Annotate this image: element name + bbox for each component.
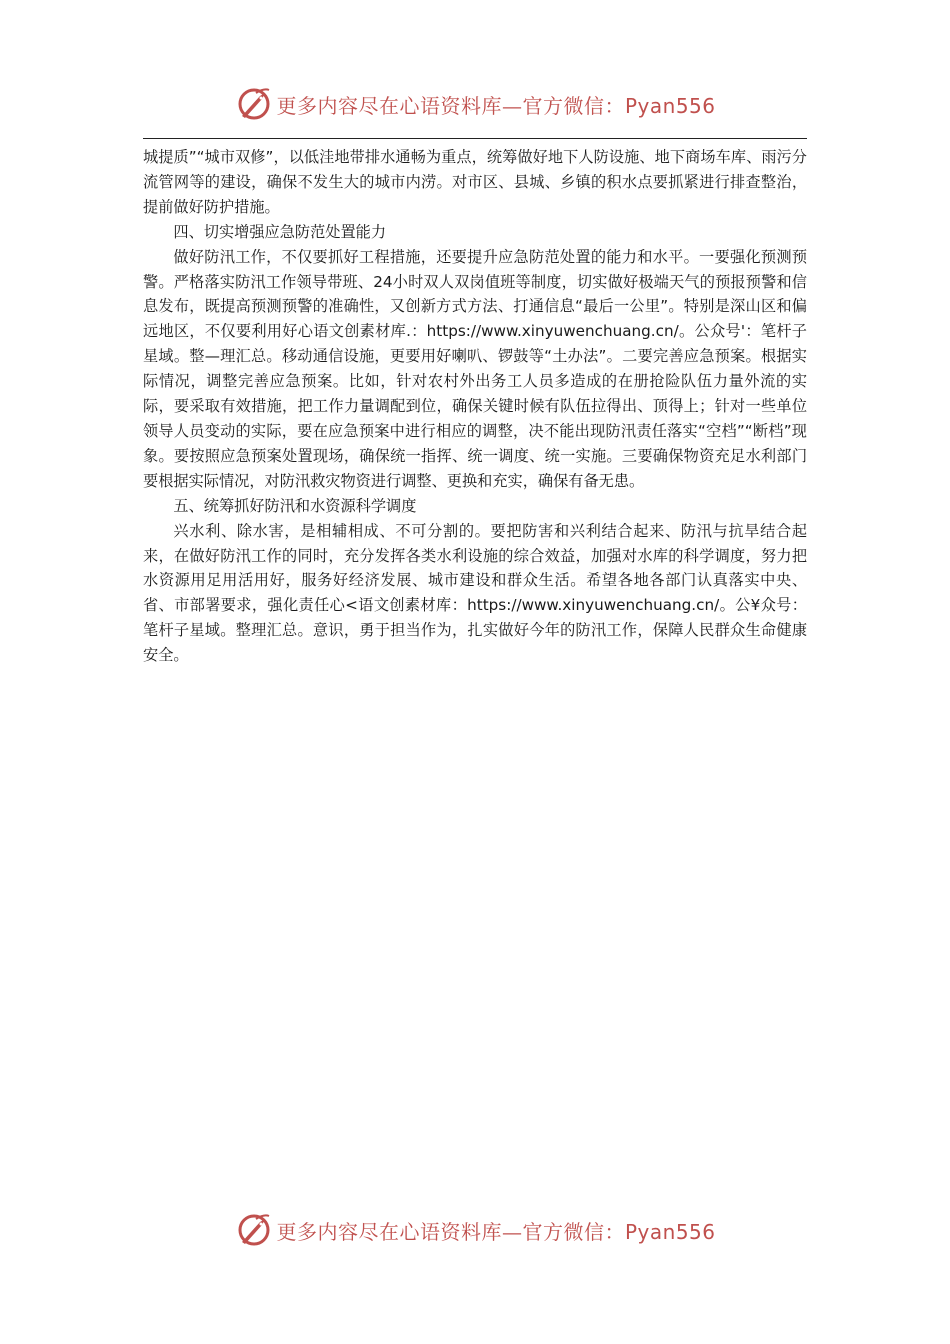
header-wechat-id: Pyan556	[624, 93, 716, 118]
document-body	[143, 145, 807, 668]
section-heading: 四、切实增强应急防范处置能力	[173, 222, 387, 241]
pen-nib-logo-icon	[234, 1210, 274, 1250]
header-divider	[143, 138, 807, 139]
paragraph: 兴水利、除水害，是相辅相成、不可分割的。要把防害和兴利结合起来、防汛与抗旱结合起来，在做好防汛工作的同时，充分发挥各类水利设施的综合效益，加强对水库的科学调度，努力把水资源用足用活用好，服务好经济发展、城市建设和群众生活。希望各地各部门认真落实中央、省、市部署要求，强化责任心<语文创素材库：https://www.xinyuwenchuang.cn/。公¥众号：笔杆子星域。整理汇总。意识，勇于担当作为，扎实做好今年的防汛工作，保障人民群众生命健康安全。	[143, 521, 807, 665]
footer-banner-text: 更多内容尽在心语资料库—官方微信：	[276, 1219, 625, 1244]
header-banner-text: 更多内容尽在心语资料库—官方微信：	[276, 93, 625, 118]
paragraph: 城提质”“城市双修”，以低洼地带排水通畅为重点，统筹做好地下人防设施、地下商场车库、雨污分流管网等的建设，确保不发生大的城市内涝。对市区、县城、乡镇的积水点要抓紧进行排查整治，提前做好防护措施。	[143, 148, 807, 216]
footer-wechat-id: Pyan556	[624, 1219, 716, 1244]
paragraph: 做好防汛工作，不仅要抓好工程措施，还要提升应急防范处置的能力和水平。一要强化预测预警。严格落实防汛工作领导带班、24小时双人双岗值班等制度，切实做好极端天气的预报预警和信息发布，既提高预测预警的准确性，又创新方式方法、打通信息“最后一公里”。特别是深山区和偏远地区，不仅要利用好心语文创素材库.：https://www.xinyuwenchuang.cn/。公众号'：笔杆子星域。整—理汇总。移动通信设施，更要用好喇叭、锣鼓等“土办法”。二要完善应急预案。根据实际情况，调整完善应急预案。比如，针对农村外出务工人员多造成的在册抢险队伍力量外流的实际，要采取有效措施，把工作力量调配到位，确保关键时候有队伍拉得出、顶得上；针对一些单位领导人员变动的实际，要在应急预案中进行相应的调整，决不能出现防汛责任落实“空档”“断档”现象。要按照应急预案处置现场，确保统一指挥、统一调度、统一实施。三要确保物资充足水利部门要根据实际情况，对防汛救灾物资进行调整、更换和充实，确保有备无患。	[143, 247, 807, 490]
footer-banner	[0, 1208, 950, 1252]
pen-nib-logo-icon	[234, 84, 274, 124]
header-banner	[0, 82, 950, 126]
section-heading: 五、统筹抓好防汛和水资源科学调度	[173, 496, 417, 515]
